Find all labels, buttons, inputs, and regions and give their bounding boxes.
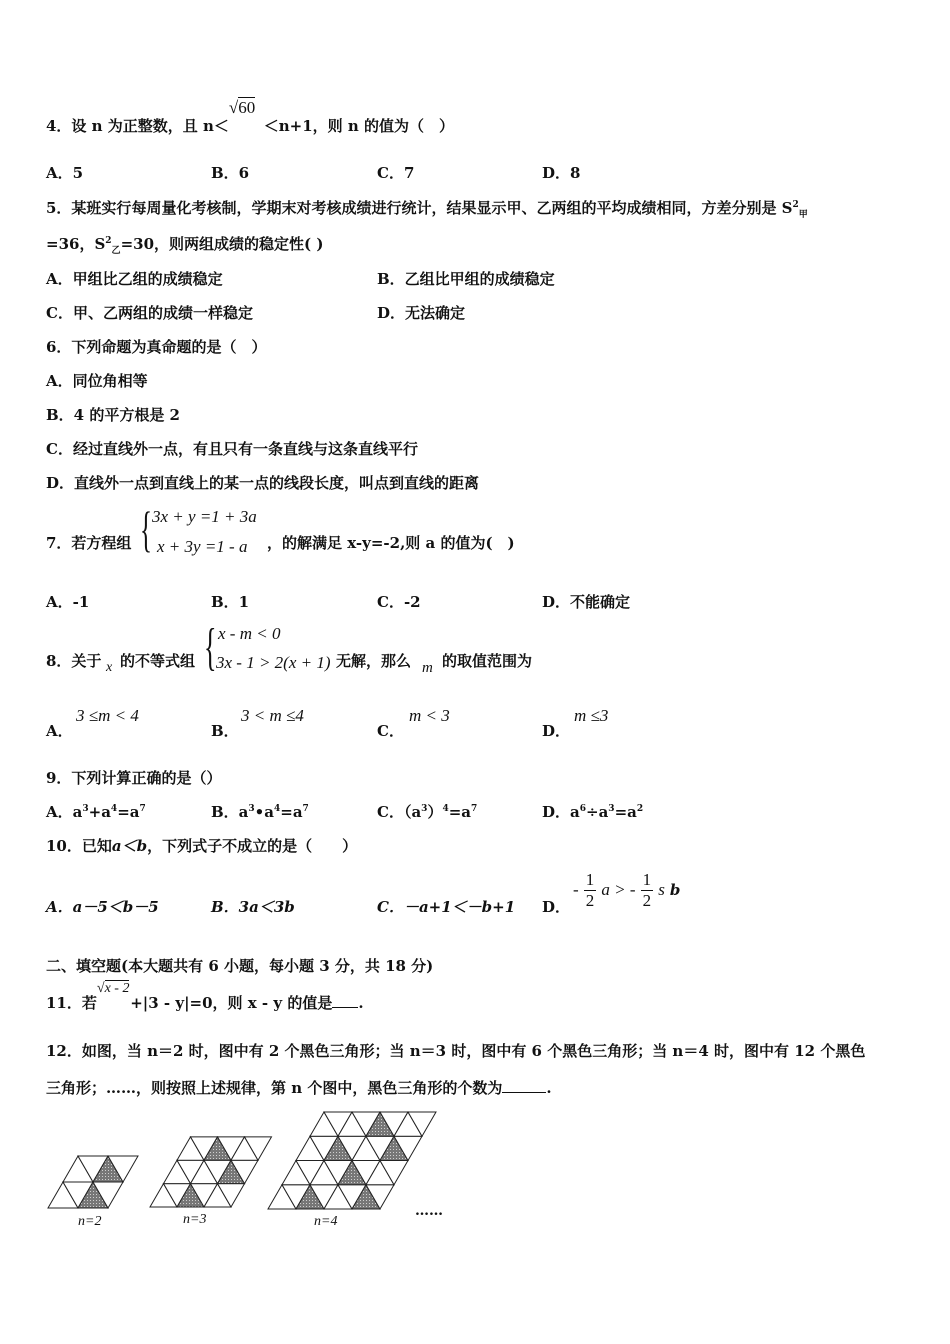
q10-stem: 10．已知a＜b，下列式子不成立的是（ ）: [46, 837, 358, 855]
q4-option-b: B．6: [211, 164, 250, 182]
q8-option-a-letter: A．: [46, 722, 73, 740]
q12-stem-line1: 12．如图，当 n＝2 时，图中有 2 个黑色三角形；当 n＝3 时，图中有 6 个黑色三角形；当 n＝4 时，图中有 12 个黑色: [46, 1042, 866, 1060]
q10-option-d: D．: [542, 898, 571, 916]
q12-stem-line2: 三角形；……，则按照上述规律，第 n 个图中，黑色三角形的个数为 .: [46, 1079, 552, 1097]
q8-inequality-1: x - m < 0: [218, 624, 281, 643]
q9-stem: 9．下列计算正确的是（）: [46, 769, 222, 787]
q8-stem-d: 的取值范围为: [442, 652, 533, 670]
q9-option-b: B．$a^3•a^4=a^7$: [211, 803, 309, 821]
q8-option-b-expr: 3 < m ≤4: [241, 706, 304, 725]
q8-inequality-2: 3x - 1 > 2(x + 1): [216, 653, 331, 672]
q8-stem-a: 8．关于: [46, 652, 102, 670]
q5-option-d: D．无法确定: [377, 304, 466, 322]
q5-stem-line1: 5．某班实行每周量化考核制，学期末对考核成绩进行统计，结果显示甲、乙两组的平均成绩相同，方差分别是 $S^2_甲$: [46, 199, 808, 220]
q4-option-a: A．5: [46, 164, 84, 182]
figure-label-n3: n=3: [183, 1212, 207, 1227]
q11-stem: 11．若 √x - 2 +|3 - y|=0，则 x - y 的值是 .: [46, 981, 364, 1012]
q6-option-c: C．经过直线外一点，有且只有一条直线与这条直线平行: [46, 440, 418, 458]
q7-option-d: D．不能确定: [542, 593, 631, 611]
q7-equation-1: 3x + y =1 + 3a: [152, 507, 257, 526]
q8-option-d-letter: D．: [542, 722, 571, 740]
q4-option-c: C．7: [377, 164, 415, 182]
q8-option-c-expr: m < 3: [409, 706, 450, 725]
q5-option-a: A．甲组比乙组的成绩稳定: [46, 270, 223, 288]
q10-option-a: A．a－5＜b－5: [46, 898, 159, 916]
q8-option-b-letter: B．: [211, 722, 239, 740]
q8-brace: {: [204, 619, 217, 676]
q8-var-m: m: [422, 660, 433, 676]
q7-equation-2: x + 3y =1 - a: [157, 537, 248, 556]
q8-option-a-expr: 3 ≤m < 4: [76, 706, 139, 725]
q6-stem: 6．下列命题为真命题的是（ ）: [46, 338, 267, 356]
q5-option-c: C．甲、乙两组的成绩一样稳定: [46, 304, 253, 322]
q6-option-a: A．同位角相等: [46, 372, 148, 390]
q7-option-a: A．-1: [46, 593, 90, 611]
q4-stem: 4．设 n 为正整数，且 n＜ √60 ＜n+1，则 n 的值为（ ）: [46, 98, 455, 135]
figure-ellipsis: ……: [415, 1203, 443, 1219]
q9-option-d: D．$a^6\div a^3=a^2$: [542, 803, 644, 821]
q7-option-c: C．-2: [377, 593, 421, 611]
figure-label-n2: n=2: [78, 1214, 102, 1229]
q4-option-d: D．8: [542, 164, 581, 182]
q6-option-b: B．4 的平方根是 2: [46, 406, 180, 424]
q7-stem-a: 7．若方程组: [46, 534, 132, 552]
q8-var-x: x: [106, 660, 113, 675]
q8-stem-c: 无解，那么: [336, 652, 412, 670]
q7-option-b: B．1: [211, 593, 250, 611]
q5-option-b: B．乙组比甲组的成绩稳定: [377, 270, 555, 288]
q6-option-d: D．直线外一点到直线上的某一点的线段长度，叫点到直线的距离: [46, 474, 480, 492]
q8-option-c-letter: C．: [377, 722, 404, 740]
figure-n2: [48, 1156, 138, 1208]
figure-n3: [150, 1137, 272, 1207]
q7-stem-b: ，的解满足 x-y=-2,则 a 的值为( ): [267, 534, 515, 552]
q5-stem-line2: =36，$S^2_乙=30$，则两组成绩的稳定性( ): [46, 235, 324, 256]
figure-n4: [268, 1112, 436, 1209]
q9-option-a: A．$a^3+a^4=a^7$: [46, 803, 146, 821]
figure-label-n4: n=4: [314, 1214, 338, 1229]
q10-option-b: B．3a＜3b: [211, 898, 295, 916]
q9-option-c: C．$(a^3)^4=a^7$: [377, 803, 478, 821]
q7-brace: {: [140, 501, 152, 557]
q8-option-d-expr: m ≤3: [574, 706, 609, 725]
q10-option-c: C．－a+1＜－b+1: [377, 898, 516, 916]
section-2-heading: 二、填空题(本大题共有 6 小题，每小题 3 分，共 18 分): [46, 957, 434, 975]
q8-stem-b: 的不等式组: [120, 652, 196, 670]
q10-option-d-expr: - $\frac{1}{2}$ a > - $\frac{1}{2}$ s b: [573, 870, 681, 910]
